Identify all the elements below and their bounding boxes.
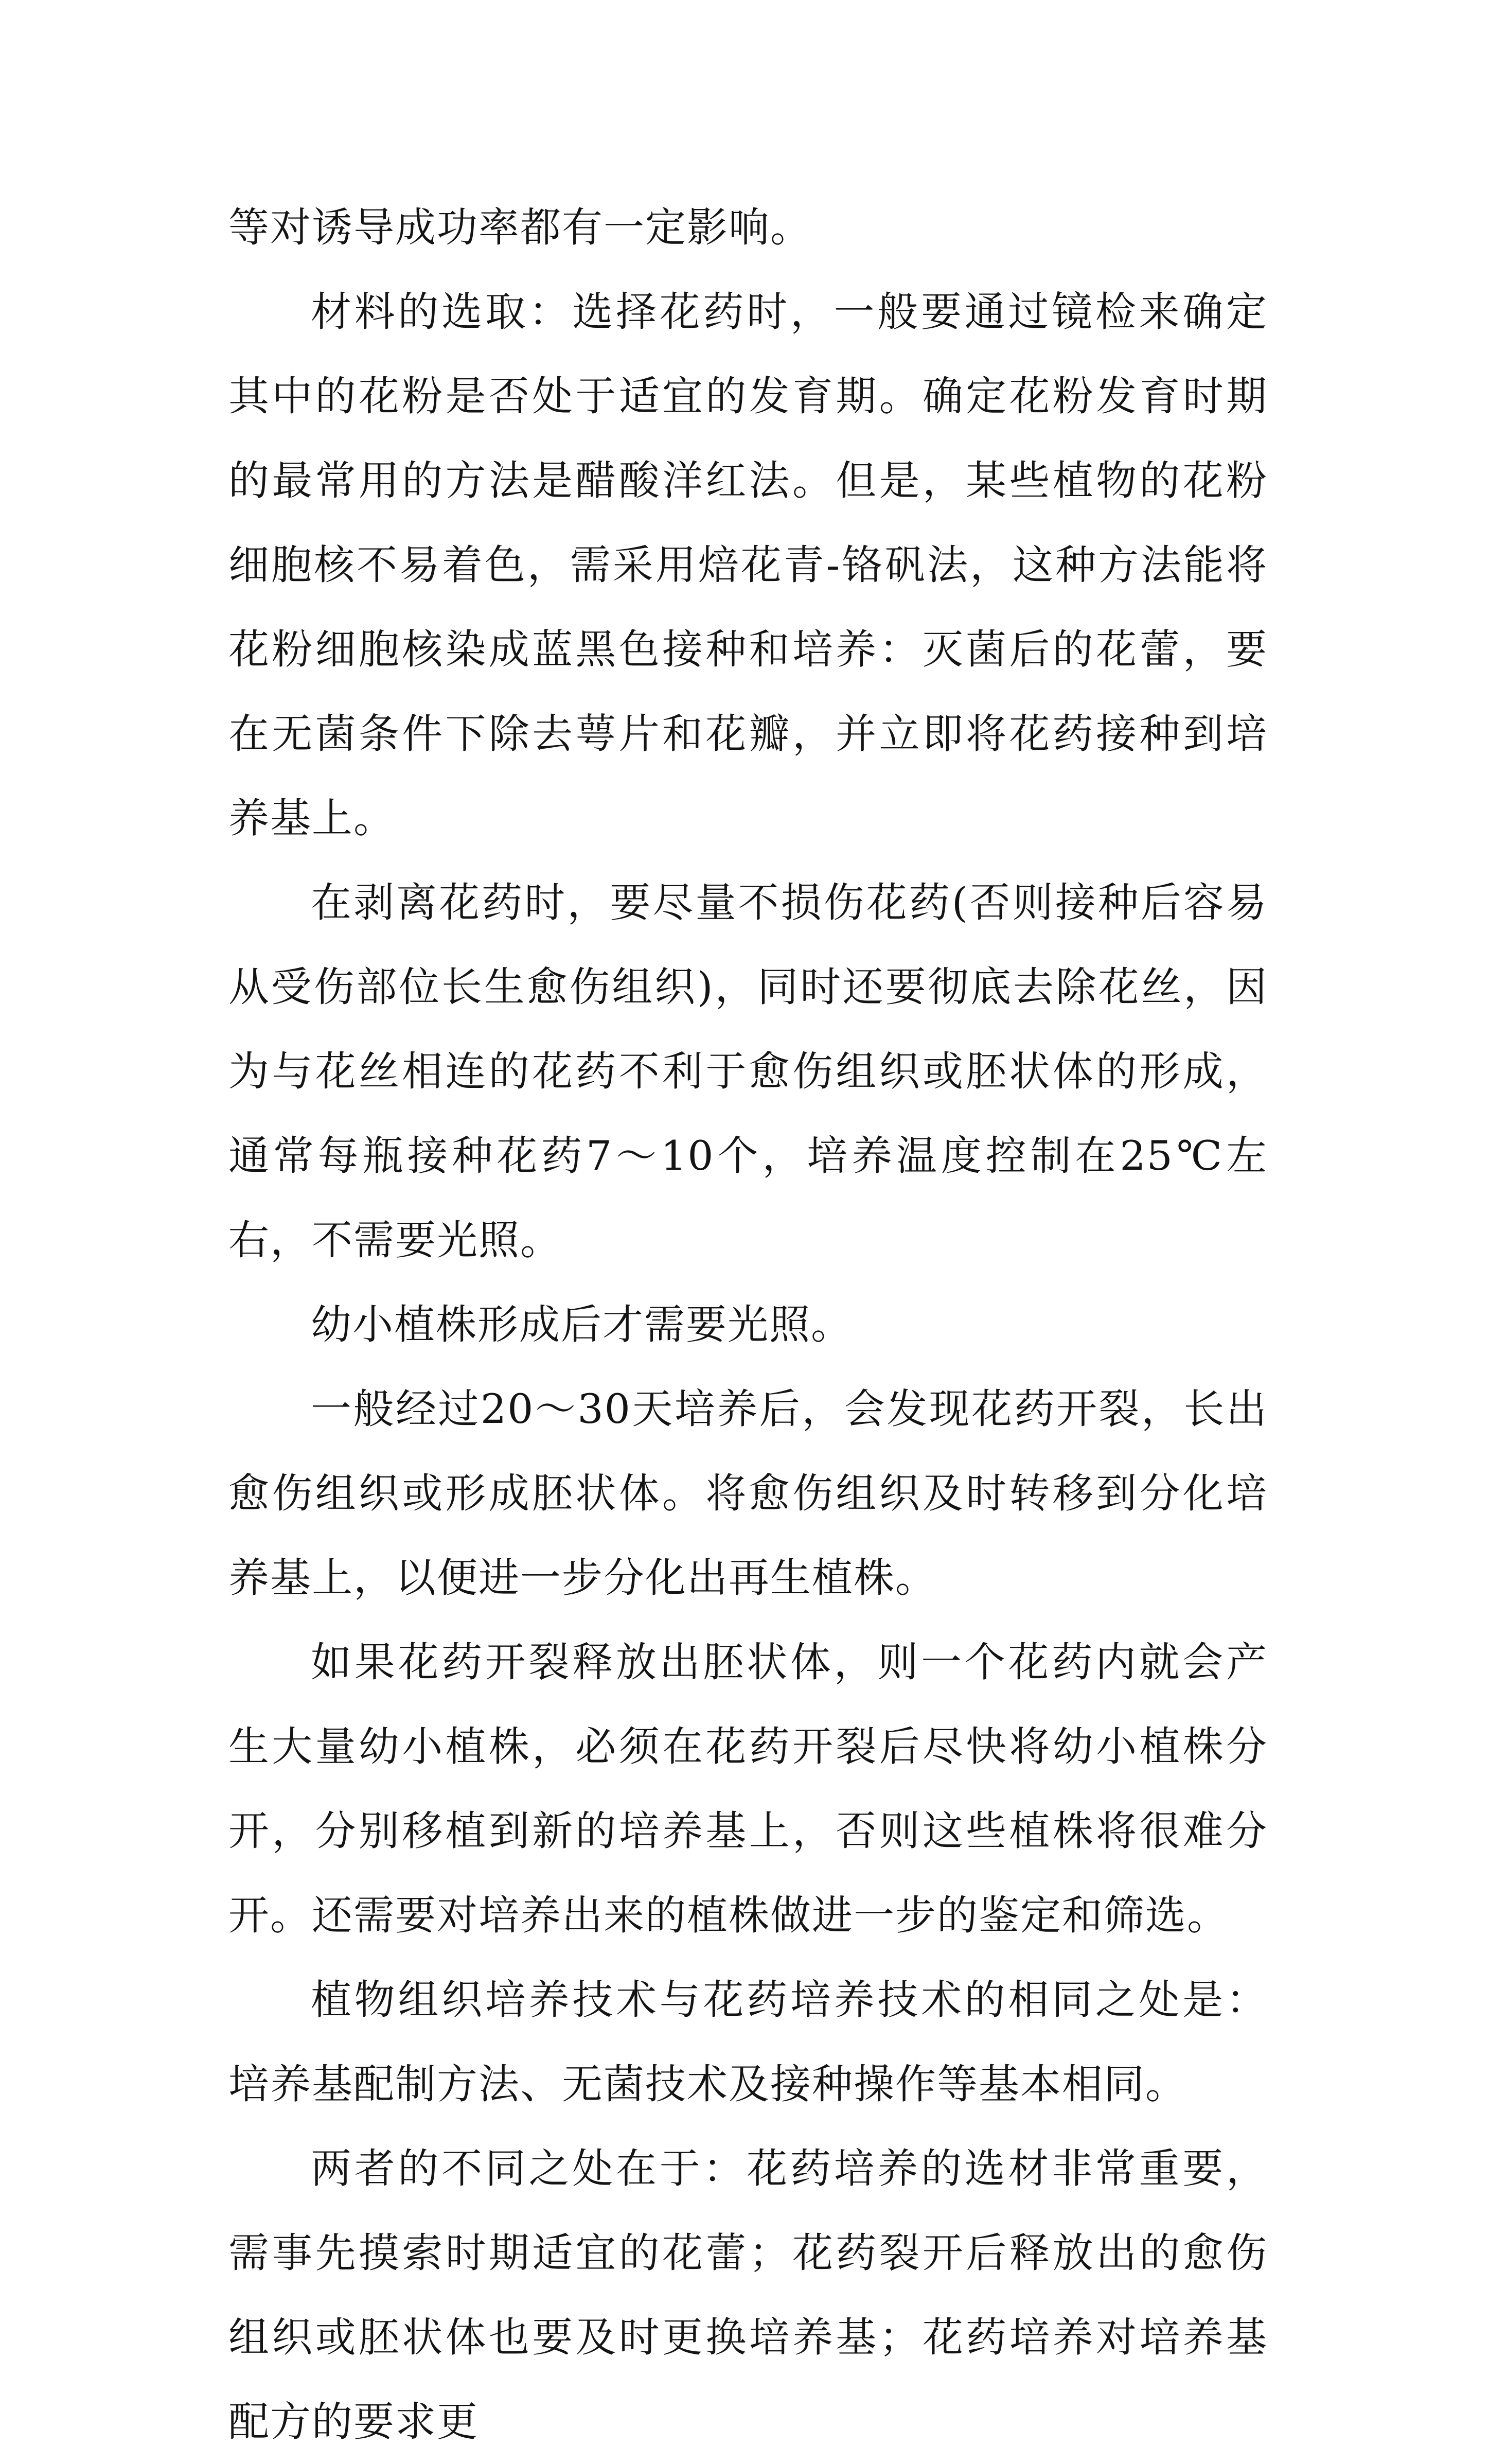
body-text xyxy=(228,185,1268,2464)
paragraph-5: 一般经过20～30天培养后，会发现花药开裂，长出愈伤组织或形成胚状体。将愈伤组织及时转移到分化培养基上，以便进一步分化出再生植株。 xyxy=(228,1385,1268,1601)
paragraph-6: 如果花药开裂释放出胚状体，则一个花药内就会产生大量幼小植株，必须在花药开裂后尽快将幼小植株分开，分别移植到新的培养基上，否则这些植株将很难分开。还需要对培养出来的植株做进一步的鉴定和筛选。 xyxy=(228,1639,1268,1939)
paragraph-8: 两者的不同之处在于：花药培养的选材非常重要，需事先摸索时期适宜的花蕾；花药裂开后释放出的愈伤组织或胚状体也要及时更换培养基；花药培养对培养基配方的要求更 xyxy=(228,2145,1268,2445)
paragraph-2: 材料的选取：选择花药时，一般要通过镜检来确定其中的花粉是否处于适宜的发育期。确定花粉发育时期的最常用的方法是醋酸洋红法。但是，某些植物的花粉细胞核不易着色，需采用焙花青-铬矾法，这种方法能将花粉细胞核染成蓝黑色接种和培养：灭菌后的花蕾，要在无菌条件下除去萼片和花瓣，并立即将花药接种到培养基上。 xyxy=(228,288,1268,842)
paragraph-1: 等对诱导成功率都有一定影响。 xyxy=(228,204,812,251)
paragraph-4: 幼小植株形成后才需要光照。 xyxy=(311,1301,853,1348)
paragraph-3: 在剥离花药时，要尽量不损伤花药(否则接种后容易从受伤部位长生愈伤组织)，同时还要彻底去除花丝，因为与花丝相连的花药不利于愈伤组织或胚状体的形成，通常每瓶接种花药7～10个，培养温度控制在25℃左右，不需要光照。 xyxy=(228,879,1268,1264)
paragraph-7: 植物组织培养技术与花药培养技术的相同之处是：培养基配制方法、无菌技术及接种操作等基本相同。 xyxy=(228,1976,1268,2108)
